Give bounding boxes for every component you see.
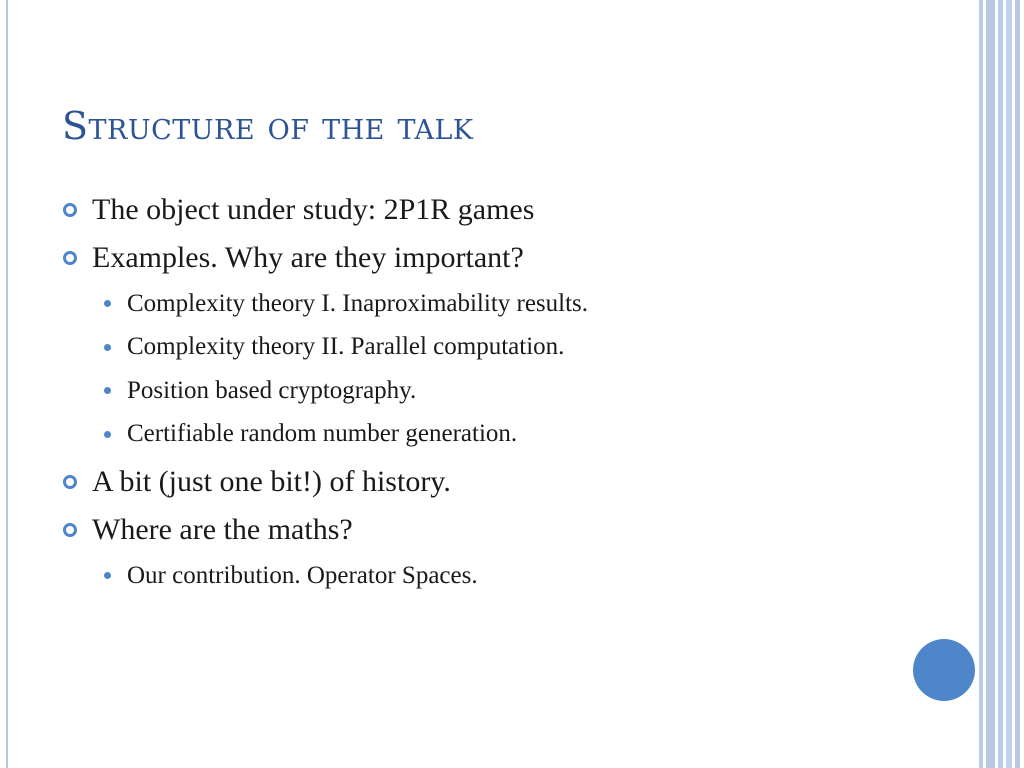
sub-bullet-text: Our contribution. Operator Spaces.	[127, 561, 478, 589]
ring-bullet-icon	[63, 203, 77, 217]
bullet-item	[62, 234, 962, 282]
bullet-item	[62, 458, 962, 506]
sub-bullet-item	[62, 554, 962, 598]
right-decor-stripe	[998, 0, 1003, 768]
dot-bullet-icon	[104, 572, 111, 579]
dot-bullet-icon	[104, 344, 111, 351]
right-decor-stripe	[1006, 0, 1012, 768]
sub-bullet-text: Position based cryptography.	[127, 376, 417, 404]
bullet-text: Where are the maths?	[92, 513, 353, 546]
sub-bullet-item	[62, 326, 962, 370]
sub-bullet-item	[62, 369, 962, 413]
left-border-rule	[6, 0, 8, 768]
dot-bullet-icon	[104, 300, 111, 307]
sub-bullet-text: Complexity theory I. Inaproximability results.	[127, 289, 589, 317]
right-decor-stripe	[1015, 0, 1020, 768]
bullet-text: Examples. Why are they important?	[92, 241, 524, 274]
slide-title: Structure of the talk	[62, 104, 474, 148]
bullet-item	[62, 506, 962, 554]
bullet-list	[62, 186, 962, 598]
bullet-text: The object under study: 2P1R games	[92, 193, 535, 226]
right-decor-stripe	[986, 0, 995, 768]
ring-bullet-icon	[63, 251, 77, 265]
sub-bullet-item	[62, 282, 962, 326]
bullet-text: A bit (just one bit!) of history.	[92, 465, 451, 498]
dot-bullet-icon	[104, 431, 111, 438]
sub-bullet-text: Complexity theory II. Parallel computation.	[127, 333, 565, 361]
sub-bullet-text: Certifiable random number generation.	[127, 420, 518, 448]
ring-bullet-icon	[63, 523, 77, 537]
ring-bullet-icon	[63, 475, 77, 489]
sub-bullet-item	[62, 413, 962, 457]
decorative-circle	[913, 639, 975, 701]
dot-bullet-icon	[104, 387, 111, 394]
right-decor-stripe	[979, 0, 983, 768]
bullet-item	[62, 186, 962, 234]
